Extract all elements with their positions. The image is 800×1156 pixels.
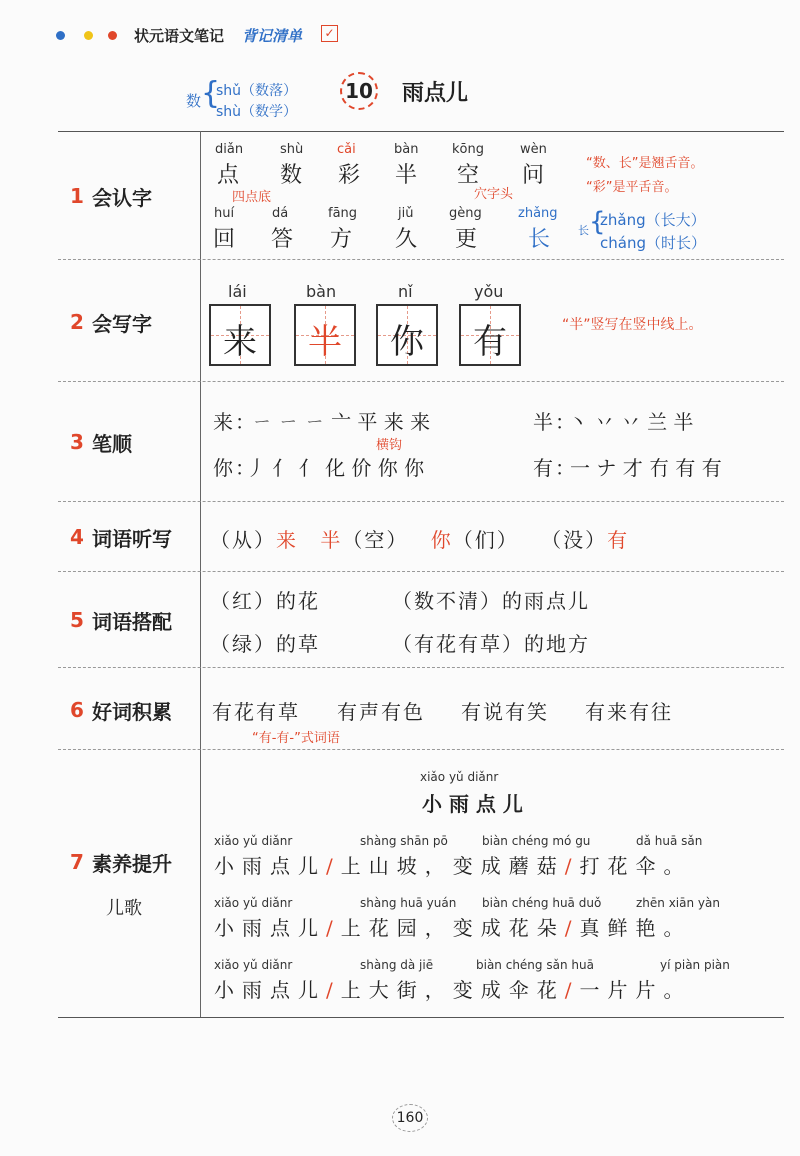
poem-pinyin: shàng dà jiē xyxy=(360,958,434,972)
character: 方 xyxy=(330,227,353,252)
lesson-title: 雨点儿 xyxy=(402,81,469,106)
poem-pinyin: shàng huā yuán xyxy=(360,896,457,910)
poem-text: 上花园，变成花朵 xyxy=(340,916,565,940)
stroke-label: 来： xyxy=(213,410,257,434)
dictation-answer: 来 xyxy=(276,528,298,552)
character: 数 xyxy=(280,163,303,188)
pinyin: gèng xyxy=(449,206,482,221)
poem-title-pinyin: xiǎo yǔ diǎnr xyxy=(420,770,499,784)
stroke-sequence: 丿 亻 亻 化 价 你 你 xyxy=(246,456,425,480)
section-title: 会写字 xyxy=(92,312,152,336)
writing-grid xyxy=(459,304,521,366)
divider xyxy=(58,1017,784,1018)
poem-pinyin: biàn chéng huā duǒ xyxy=(482,896,602,910)
pinyin: huí xyxy=(214,206,235,221)
character: 回 xyxy=(213,227,236,252)
pinyin: yǒu xyxy=(474,282,504,301)
poem-pinyin: xiǎo yǔ diǎnr xyxy=(214,834,293,848)
poem-title: 小 雨 点 儿 xyxy=(422,792,523,816)
divider xyxy=(58,749,784,750)
section-number: 4 xyxy=(70,525,84,549)
section-subtitle: 儿歌 xyxy=(106,898,142,919)
poem-pinyin: xiǎo yǔ diǎnr xyxy=(214,896,293,910)
poem-text: 小雨点儿 xyxy=(214,978,326,1002)
poem-text: 真鲜艳。 xyxy=(579,916,692,940)
pinyin: kōng xyxy=(452,142,484,157)
word-pattern-note: “有-有-”式词语 xyxy=(252,731,340,746)
pinyin: nǐ xyxy=(398,282,413,301)
section-number: 7 xyxy=(70,850,84,874)
character: 久 xyxy=(395,227,418,252)
poem-pinyin: biàn chéng mó gu xyxy=(482,834,591,848)
section-title: 笔顺 xyxy=(92,432,132,456)
brace-icon: { xyxy=(589,207,606,237)
divider xyxy=(58,571,784,572)
character: 长 xyxy=(528,227,551,252)
character: 点 xyxy=(217,163,240,188)
pinyin: cǎi xyxy=(337,142,356,157)
divider xyxy=(58,667,784,668)
polyphone-reading-1: zhǎng（长大） xyxy=(600,211,706,229)
blue-dot-icon xyxy=(56,31,65,40)
pinyin: shù xyxy=(280,142,304,157)
checkmark-icon: ✓ xyxy=(321,25,338,42)
good-word: 有花有草 xyxy=(212,700,300,724)
writing-note: “半”竖写在竖中线上。 xyxy=(562,317,703,333)
good-word: 有声有色 xyxy=(337,700,425,724)
pronunciation-note: “数、长”是翘舌音。 xyxy=(586,156,704,171)
header-bar xyxy=(46,22,346,50)
section-number: 5 xyxy=(70,608,84,632)
stroke-label: 半： xyxy=(533,410,577,434)
pronunciation-note: “彩”是平舌音。 xyxy=(586,180,678,195)
polyphone-reading-2: cháng（时长） xyxy=(600,234,706,252)
phrase-item: （绿）的草 xyxy=(210,632,320,656)
writing-grid xyxy=(376,304,438,366)
character: 彩 xyxy=(338,163,361,188)
pinyin: bàn xyxy=(306,282,337,301)
poem-pinyin: biàn chéng sǎn huā xyxy=(476,958,594,972)
poem-text: 打花伞。 xyxy=(579,854,692,878)
character: 半 xyxy=(308,322,342,362)
section-number: 1 xyxy=(70,184,84,208)
poem-pinyin: shàng shān pō xyxy=(360,834,448,848)
header-title: 状元语文笔记 xyxy=(134,27,225,45)
polyphone-char: 数 xyxy=(186,92,202,110)
character: 有 xyxy=(473,322,507,362)
character: 你 xyxy=(390,322,424,362)
pinyin: bàn xyxy=(394,142,419,157)
dictation-item: （没） xyxy=(541,528,608,552)
divider xyxy=(58,381,784,382)
polyphone-reading-2: shù（数学） xyxy=(216,104,298,120)
poem-text: 小雨点儿 xyxy=(214,916,326,940)
character: 空 xyxy=(457,163,480,188)
section-title: 词语听写 xyxy=(92,527,172,551)
red-dot-icon xyxy=(108,31,117,40)
poem-pinyin: dǎ huā sǎn xyxy=(636,834,703,848)
section-number: 3 xyxy=(70,430,84,454)
poem-text: 上山坡，变成蘑菇 xyxy=(340,854,565,878)
section-number: 6 xyxy=(70,698,84,722)
character: 更 xyxy=(455,227,478,252)
poem-pinyin: zhēn xiān yàn xyxy=(636,896,720,910)
stroke-sequence: 丶 丷 丷 兰 半 xyxy=(568,410,694,434)
writing-grid xyxy=(209,304,271,366)
pinyin: wèn xyxy=(520,142,547,157)
column-divider xyxy=(200,131,201,1017)
stroke-sequence: 一 ナ 才 冇 有 有 xyxy=(570,456,722,480)
phrase-item: （有花有草）的地方 xyxy=(392,632,590,656)
divider xyxy=(58,259,784,260)
radical-note: 穴字头 xyxy=(474,187,514,202)
brace-icon: { xyxy=(201,76,221,111)
dictation-item: （们） xyxy=(452,528,519,552)
dictation-item: （从） xyxy=(210,528,276,552)
poem-text: 小雨点儿 xyxy=(214,854,326,878)
page-number: 160 xyxy=(392,1104,428,1132)
poem-text: 一片片。 xyxy=(579,978,692,1002)
yellow-dot-icon xyxy=(84,31,93,40)
character: 问 xyxy=(522,163,545,188)
pinyin: zhǎng xyxy=(518,206,558,221)
phrase-item: （红）的花 xyxy=(210,589,320,613)
header-subtitle: 背记清单 xyxy=(242,27,303,45)
stroke-sequence: ㄧ ㄧ ㄧ 亠 平 来 来 xyxy=(252,410,431,434)
good-word: 有说有笑 xyxy=(461,700,549,724)
section-title: 会认字 xyxy=(92,186,152,210)
section-title: 素养提升 xyxy=(92,852,172,876)
dictation-answer: 有 xyxy=(607,528,630,552)
pinyin: diǎn xyxy=(215,142,244,157)
stroke-label: 有： xyxy=(533,456,577,480)
pinyin: dá xyxy=(272,206,289,221)
poem-pinyin: xiǎo yǔ diǎnr xyxy=(214,958,293,972)
stroke-label: 你： xyxy=(213,456,257,480)
good-word: 有来有往 xyxy=(585,700,673,724)
phrase-item: （数不清）的雨点儿 xyxy=(392,589,590,613)
radical-note: 四点底 xyxy=(232,190,272,205)
pinyin: lái xyxy=(228,282,247,301)
dictation-items xyxy=(210,524,629,553)
section-title: 好词积累 xyxy=(92,700,172,724)
polyphone-char: 长 xyxy=(578,224,589,237)
lesson-number: 10 xyxy=(340,72,378,110)
stroke-note: 横钩 xyxy=(376,438,403,453)
polyphone-reading-1: shǔ（数落） xyxy=(216,83,298,99)
writing-grid xyxy=(294,304,356,366)
character: 半 xyxy=(395,163,418,188)
section-title: 词语搭配 xyxy=(92,610,172,634)
poem-pinyin: yí piàn piàn xyxy=(660,958,730,972)
poem-text: 上大街，变成伞花 xyxy=(340,978,565,1002)
section-number: 2 xyxy=(70,310,84,334)
character: 来 xyxy=(223,322,257,362)
pinyin: fāng xyxy=(328,206,358,221)
divider xyxy=(58,131,784,132)
dictation-item: （空） xyxy=(342,528,409,552)
divider xyxy=(58,501,784,502)
dictation-answer: 你 xyxy=(430,528,453,552)
pinyin: jiǔ xyxy=(398,206,414,221)
dictation-answer: 半 xyxy=(320,528,343,552)
character: 答 xyxy=(271,227,294,252)
